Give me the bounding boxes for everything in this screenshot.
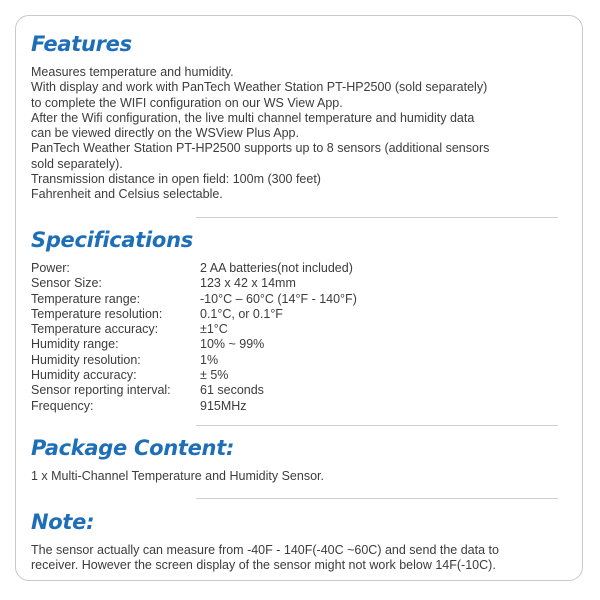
package-text: 1 x Multi-Channel Temperature and Humidity Sensor. (31, 469, 324, 483)
package-section (31, 435, 561, 484)
spec-row-temperature-accuracy (31, 322, 561, 337)
spec-label: Humidity resolution: (31, 352, 141, 367)
specifications-heading: Specifications (31, 228, 193, 252)
features-line: sold separately). (31, 156, 123, 171)
spec-label: Humidity accuracy: (31, 368, 137, 383)
spec-label: Temperature accuracy: (31, 322, 159, 337)
spec-value: ± 5% (200, 368, 229, 383)
features-section (31, 31, 561, 203)
features-line: to complete the WIFI configuration on our WS View App. (31, 95, 343, 110)
spec-row-temperature-range (31, 292, 561, 307)
spec-label: Temperature resolution: (31, 306, 163, 321)
spec-label: Frequency: (31, 398, 94, 413)
features-line: Transmission distance in open field: 100m (300 feet) (31, 172, 321, 187)
package-heading: Package Content: (31, 436, 235, 460)
spec-value: 915MHz (200, 398, 247, 413)
note-line: The sensor actually can measure from -40F - 140F(-40C ~60C) and send the data to (31, 543, 499, 557)
note-section (31, 509, 561, 574)
spec-row-humidity-resolution (31, 353, 561, 368)
divider (196, 425, 558, 426)
spec-row-temperature-resolution (31, 307, 561, 322)
spec-value: 2 AA batteries(not included) (200, 261, 353, 275)
spec-row-power (31, 261, 561, 276)
spec-label: Sensor reporting interval: (31, 383, 171, 398)
spec-label: Sensor Size: (31, 276, 102, 291)
spec-label: Humidity range: (31, 337, 119, 352)
features-line: Measures temperature and humidity. (31, 65, 234, 79)
spec-row-humidity-range (31, 337, 561, 352)
spec-value: ±1°C (200, 322, 228, 337)
spec-value: 123 x 42 x 14mm (200, 276, 296, 291)
spec-row-sensor-size (31, 276, 561, 291)
features-line: With display and work with PanTech Weather Station PT-HP2500 (sold separately) (31, 80, 488, 95)
features-line: After the Wifi configuration, the live multi channel temperature and humidity data (31, 110, 475, 125)
spec-value: 0.1°C, or 0.1°F (200, 306, 283, 321)
spec-value: -10°C – 60°C (14°F - 140°F) (200, 291, 357, 306)
spec-value: 1% (200, 352, 219, 367)
specifications-table (31, 261, 561, 414)
features-heading: Features (31, 32, 132, 56)
spec-row-frequency (31, 399, 561, 414)
features-text (31, 65, 561, 203)
note-line: receiver. However the screen display of the sensor might not work below 14F(-10C). (31, 558, 496, 573)
features-line: PanTech Weather Station PT-HP2500 supports up to 8 sensors (additional sensors (31, 141, 490, 156)
features-line: Fahrenheit and Celsius selectable. (31, 187, 223, 202)
spec-row-reporting-interval (31, 383, 561, 398)
specifications-section (31, 227, 561, 414)
spec-value: 10% ~ 99% (200, 337, 265, 352)
spec-value: 61 seconds (200, 383, 264, 398)
features-line: can be viewed directly on the WSView Plus App. (31, 126, 299, 141)
divider (196, 498, 558, 499)
note-heading: Note: (31, 510, 95, 534)
spec-label: Temperature range: (31, 291, 141, 306)
note-text (31, 543, 561, 574)
divider (196, 217, 558, 218)
spec-label: Power: (31, 261, 70, 275)
spec-row-humidity-accuracy (31, 368, 561, 383)
